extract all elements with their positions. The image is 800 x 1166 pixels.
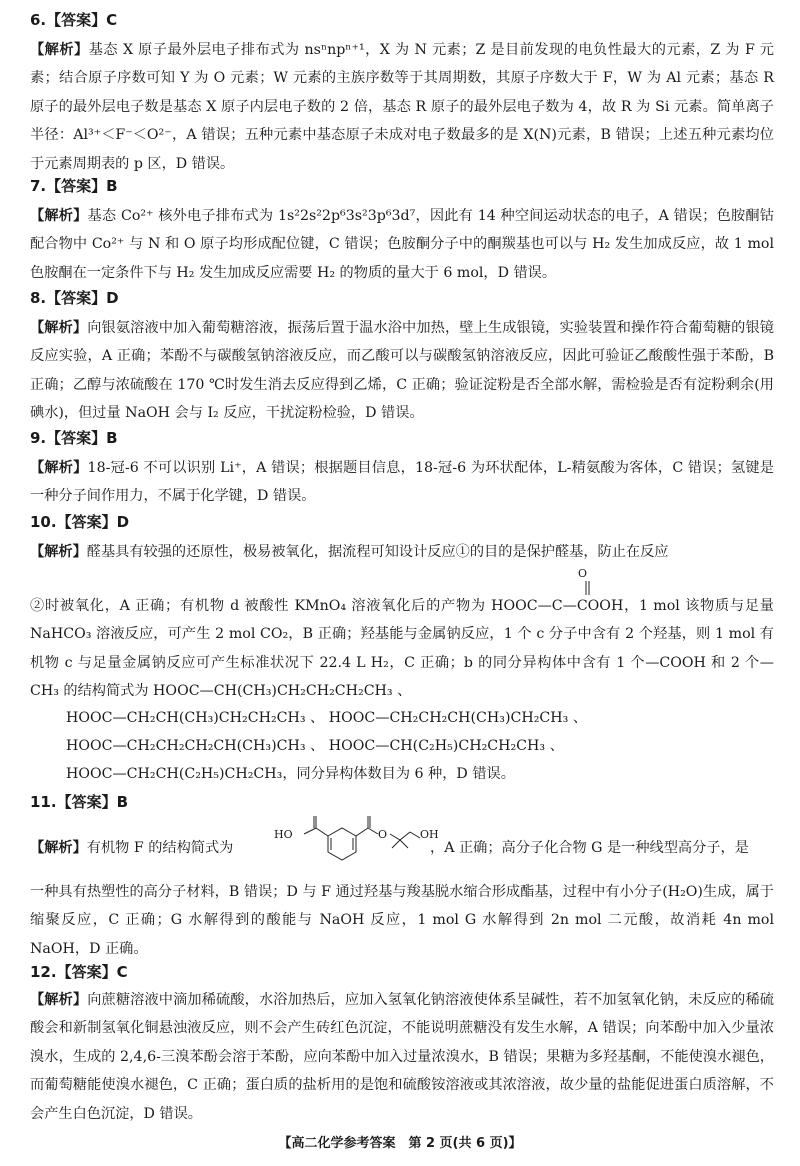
compound-f-structure (270, 814, 440, 874)
q7-answer: 【答案】B (46, 177, 118, 195)
q10-analysis-text-1: 醛基具有较强的还原性，极易被氧化，据流程可知设计反应①的目的是保护醛基，防止在反应 (86, 544, 669, 560)
q11-analysis-line1-right (430, 834, 774, 862)
q10-analysis-line1 (30, 538, 774, 566)
q9-number: 9. (30, 429, 47, 447)
q7-analysis (30, 202, 774, 287)
q8-number: 8. (30, 289, 47, 307)
q8-analysis-tag: 【解析】 (30, 320, 88, 336)
q10-analysis-rest (30, 592, 774, 706)
q10-isomer-line-2: HOOC—CH₂CH₂CH₂CH(CH₃)CH₃ 、 HOOC—CH(C₂H₅)CH₂CH₂CH₃ 、 (66, 738, 564, 754)
q6-analysis (30, 36, 774, 178)
q12-analysis-tag: 【解析】 (30, 992, 88, 1008)
q11-analysis-text-2: 一种具有热塑性的高分子材料，B 错误；D 与 F 通过羟基与羧基脱水缩合形成酯基，过程中有小分子(H₂O)生成，属于缩聚反应，C 正确；G 水解得到的酸能与 NaOH 反应，1 mol G 水解得到 2n mol 二元酸，故消耗 4n mol NaOH，D 正确。 (30, 884, 774, 957)
q7-number: 7. (30, 177, 47, 195)
q7-answer-heading (30, 176, 118, 196)
q6-answer-heading (30, 10, 117, 30)
q11-analysis-tag: 【解析】 (30, 840, 87, 856)
q6-answer: 【答案】C (46, 11, 118, 29)
q11-analysis-pre: 有机物 F 的结构简式为 (86, 840, 234, 856)
q12-analysis (30, 986, 774, 1128)
q7-analysis-tag: 【解析】 (30, 208, 88, 224)
page-footer: 【高二化学参考答案 第 2 页(共 6 页)】 (278, 1136, 522, 1151)
q6-analysis-tag: 【解析】 (30, 42, 89, 58)
q9-analysis-tag: 【解析】 (30, 460, 88, 476)
struct-ho-label: HO (274, 828, 293, 841)
q8-answer-heading (30, 288, 119, 308)
q11-analysis-rest (30, 878, 774, 963)
q8-answer: 【答案】D (46, 289, 119, 307)
q8-analysis-text: 向银氨溶液中加入葡萄糖溶液，振荡后置于温水浴中加热，壁上生成银镜，实验装置和操作符合葡萄糖的银镜反应实验，A 正确；苯酚不与碳酸氢钠溶液反应，而乙酸可以与碳酸氢钠溶液反应，因此可验证乙酸酸性强于苯酚，B 正确；乙醇与浓硫酸在 170 ℃时发生消去反应得到乙烯，C 正确；验证淀粉是否全部水解，需检验是否有淀粉剩余(用碘水)，但过量 NaOH 会与 I₂ 反应，干扰淀粉检验，D 错误。 (30, 320, 774, 422)
q12-answer: 【答案】C (56, 963, 128, 981)
q10-number: 10. (30, 513, 57, 531)
q12-number: 12. (30, 963, 57, 981)
q9-analysis (30, 454, 774, 511)
q12-analysis-text: 向蔗糖溶液中滴加稀硫酸，水浴加热后，应加入氢氧化钠溶液使体系呈碱性，若不加氢氧化钠，未反应的稀硫酸会和新制氢氧化铜悬浊液反应，则不会产生砖红色沉淀，不能说明蔗糖没有发生水解，A 错误；向苯酚中加入少量浓溴水，生成的 2,4,6-三溴苯酚会溶于苯酚，应向苯酚中加入过量浓溴水，B 错误；果糖为多羟基酮，不能使溴水褪色，而葡萄糖能使溴水褪色，C 正确；蛋白质的盐析用的是饱和硫酸铵溶液或其浓溶液，故少量的盐能促进蛋白质溶解，不会产生白色沉淀，D 错误。 (30, 992, 774, 1122)
q11-answer-heading (30, 792, 128, 812)
q10-analysis-tag: 【解析】 (30, 544, 87, 560)
q10-answer: 【答案】D (56, 513, 130, 531)
q7-analysis-text: 基态 Co²⁺ 核外电子排布式为 1s²2s²2p⁶3s²3p⁶3d⁷，因此有 14 种空间运动状态的电子，A 错误；色胺酮钴配合物中 Co²⁺ 与 N 和 O 原子均形成配位键，C 错误；色胺酮分子中的酮羰基也可以与 H₂ 发生加成反应，故 1 mol 色胺酮在一定条件下与 H₂ 发生加成反应需要 H₂ 的物质的量大于 6 mol，D 错误。 (30, 208, 774, 281)
q8-analysis (30, 314, 774, 428)
q10-analysis-text-2: ②时被氧化，A 正确；有机物 d 被酸性 KMnO₄ 溶液氧化后的产物为 HOOC—C—COOH，1 mol 该物质与足量 NaHCO₃ 溶液反应，可产生 2 mol CO₂，B 正确；羟基能与金属钠反应，1 个 c 分子中含有 2 个羟基，则 1 mol 有机物 c 与足量金属钠反应可产生标准状况下 22.4 L H₂，C 正确；b 的同分异构体中含有 1 个—COOH 和 2 个—CH₃ 的结构简式为 HOOC—CH(CH₃)CH₂CH₂CH₂CH₃ 、 (30, 598, 774, 700)
q6-analysis-text: 基态 X 原子最外层电子排布式为 nsⁿnpⁿ⁺¹，X 为 N 元素；Z 是目前发现的电负性最大的元素，Z 为 F 元素；结合原子序数可知 Y 为 O 元素；W 元素的主族序数等于其周期数，其原子序数大于 F，W 为 Al 元素；基态 R 原子的最外层电子数是基态 X 原子内层电子数的 2 倍，基态 R 原子的最外层电子数为 4，故 R 为 Si 元素。简单离子半径：Al³⁺＜F⁻＜O²⁻，A 错误；五种元素中基态原子未成对电子数最多的是 X(N)元素，B 错误；上述五种元素均位于元素周期表的 p 区，D 错误。 (30, 42, 774, 172)
q11-number: 11. (30, 793, 57, 811)
q10-isomer-line-1: HOOC—CH₂CH(CH₃)CH₂CH₂CH₃ 、 HOOC—CH₂CH₂CH(CH₃)CH₂CH₃ 、 (66, 710, 588, 726)
q6-number: 6. (30, 11, 47, 29)
q12-answer-heading (30, 962, 128, 982)
q9-answer: 【答案】B (46, 429, 118, 447)
q9-answer-heading (30, 428, 118, 448)
q10-isomer-line-3: HOOC—CH₂CH(C₂H₅)CH₂CH₃，同分异构体数目为 6 种，D 错误。 (66, 766, 515, 782)
struct-oh-label: OH (420, 828, 439, 841)
q11-analysis-post: ，A 正确；高分子化合物 G 是一种线型高分子，是 (430, 840, 749, 856)
q11-answer: 【答案】B (56, 793, 129, 811)
struct-ester-o-label: O (378, 828, 388, 841)
q9-analysis-text: 18-冠-6 不可以识别 Li⁺，A 错误；根据题目信息，18-冠-6 为环状配体，L-精氨酸为客体，C 错误；氢键是一种分子间作用力，不属于化学键，D 错误。 (30, 460, 774, 505)
q10-answer-heading (30, 512, 129, 532)
q11-analysis-line1-left (30, 834, 233, 862)
carbonyl-oxygen-label: O (578, 567, 588, 580)
